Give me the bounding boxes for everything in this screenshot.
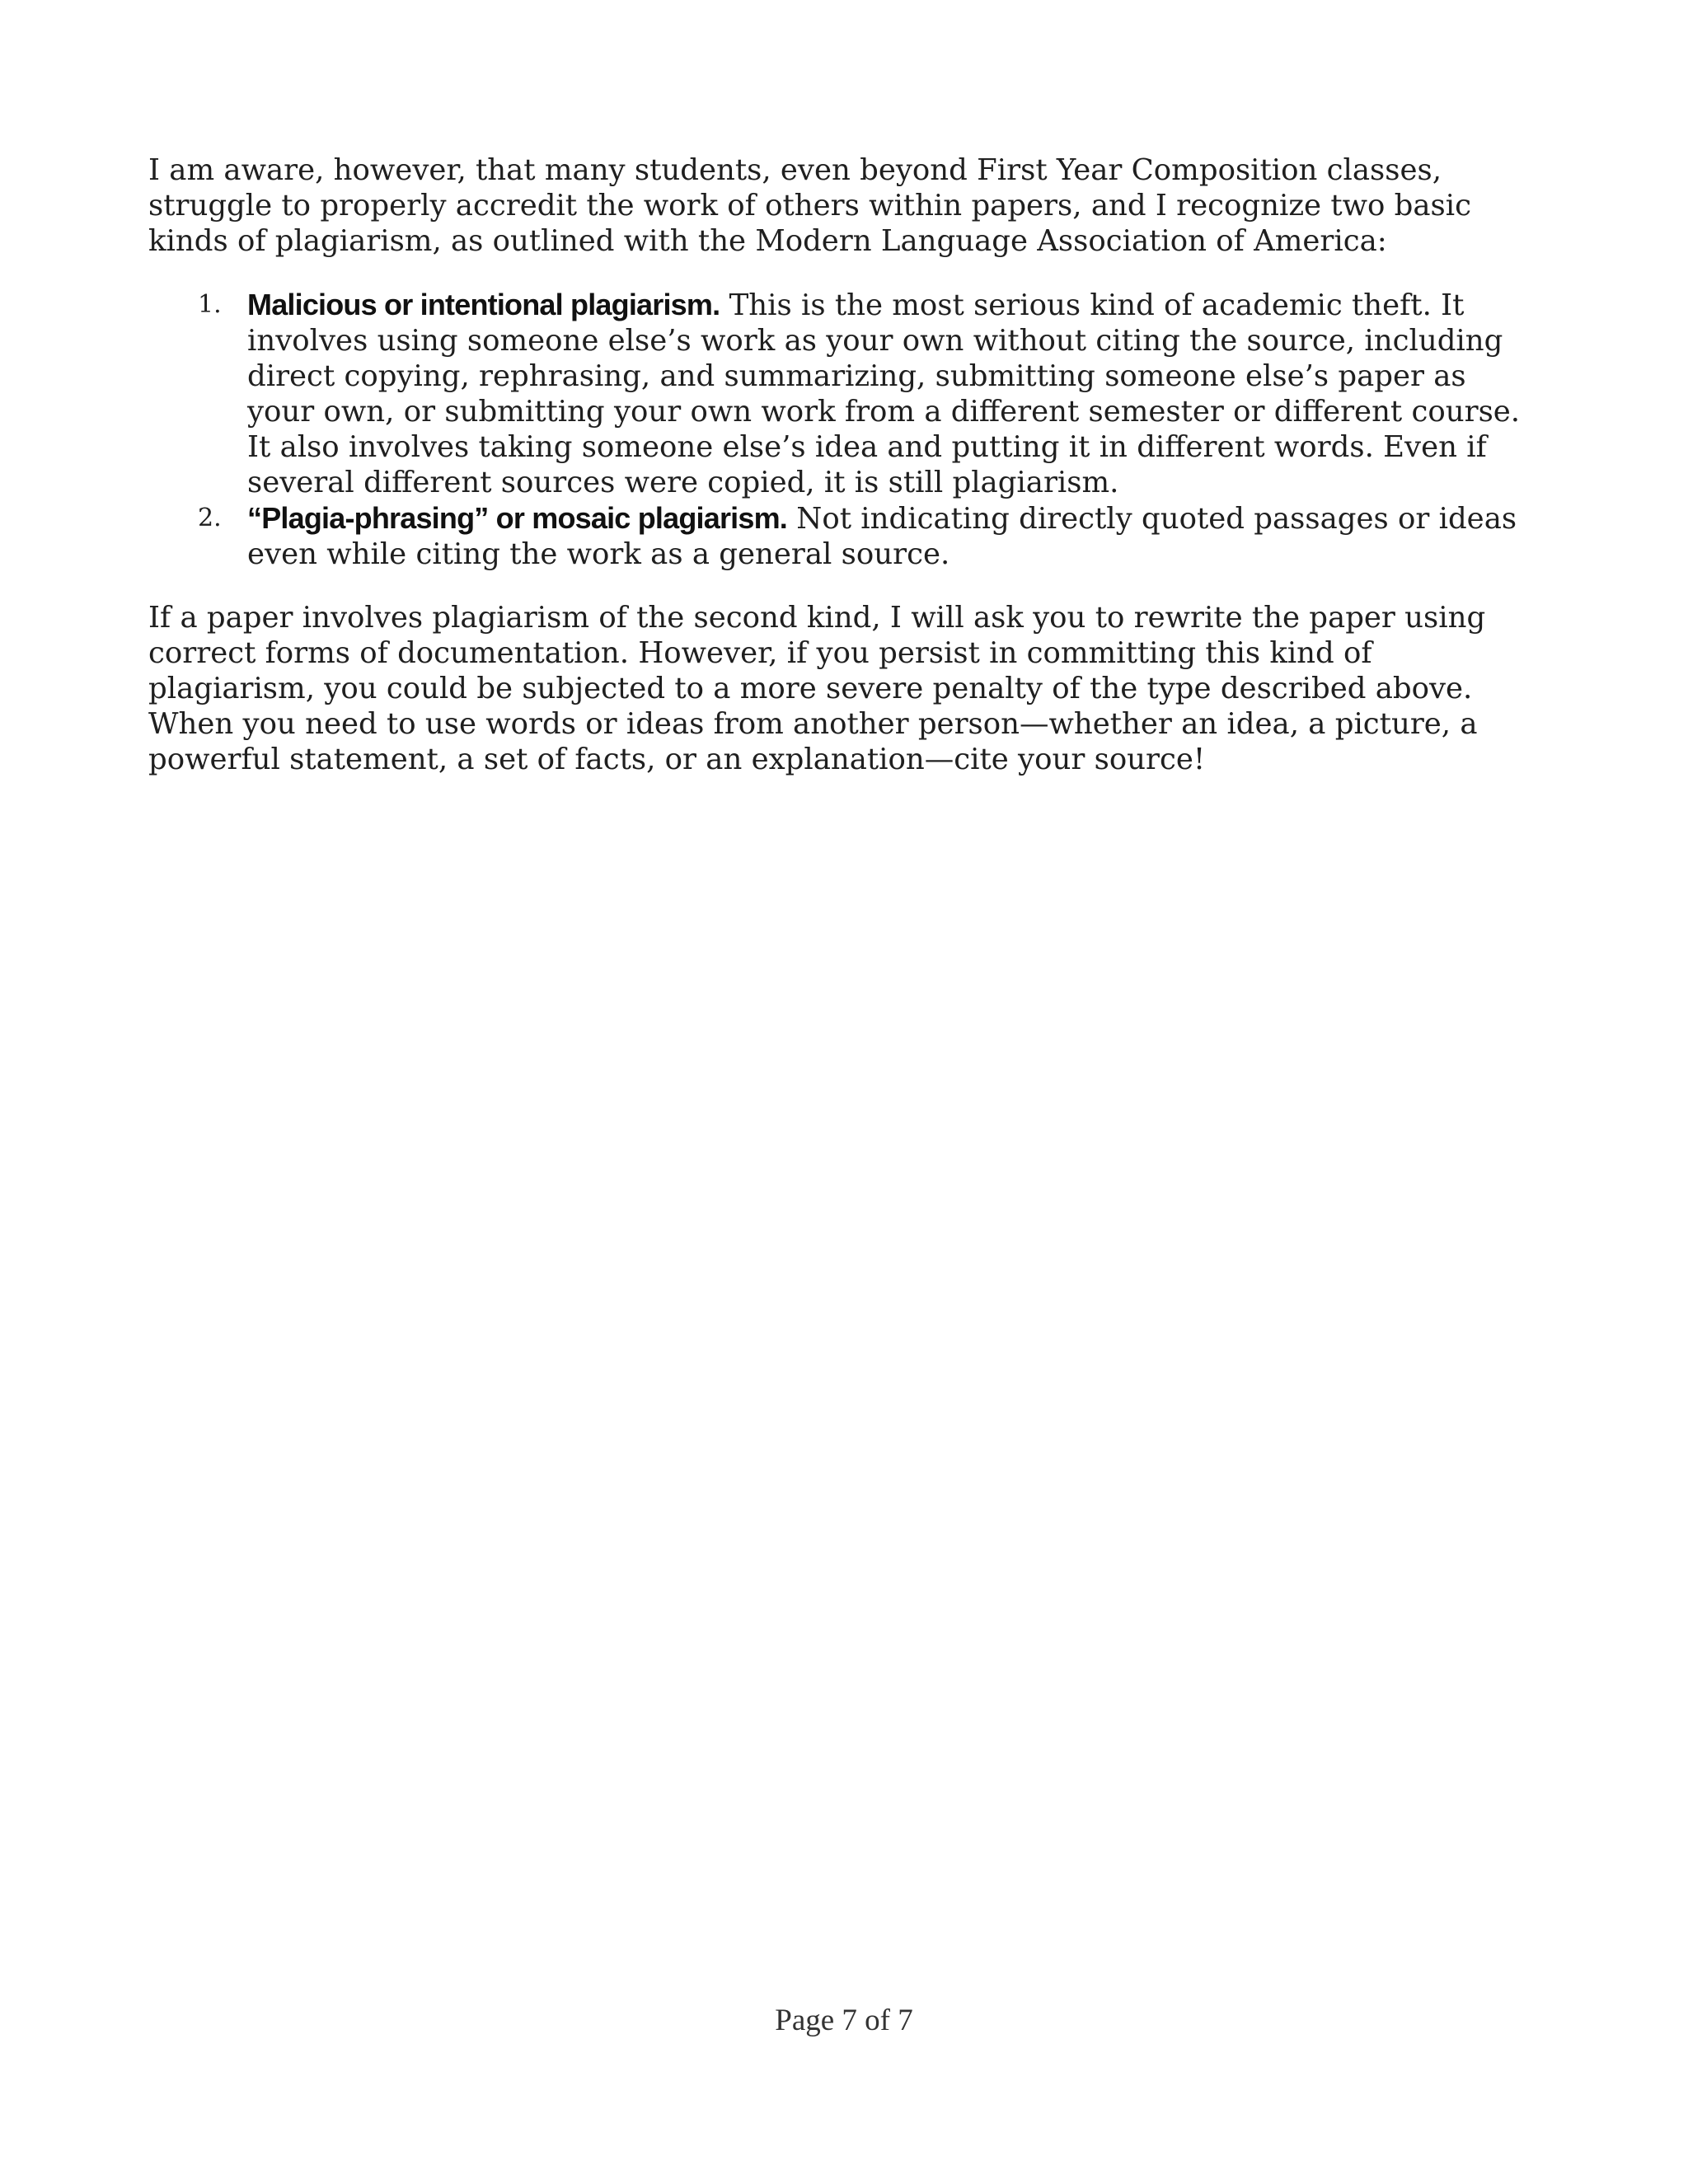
page-body — [148, 152, 1533, 777]
list-item — [148, 500, 1533, 572]
list-item-text: This is the most serious kind of academic theft. It involves using someone else’s work as your own without citing the source, including direct copying, rephrasing, and summarizing, submitting someone else’s paper as your own, or submitting your own work from a different semester or different course. It also involves taking someone else’s idea and putting it in different words. Even if several different sources were copied, it is still plagiarism. — [247, 288, 1521, 499]
closing-paragraph: If a paper involves plagiarism of the second kind, I will ask you to rewrite the paper using correct forms of documentation. However, if you persist in committing this kind of plagiarism, you could be subjected to a more severe penalty of the type described above. When you need to use words or ideas from another person—whether an idea, a picture, a powerful statement, a set of facts, or an explanation—cite your source! — [148, 601, 1486, 776]
list-item-term: “Plagia-phrasing” or mosaic plagiarism. — [247, 501, 787, 535]
list-item-number: 1. — [198, 290, 222, 319]
plagiarism-types-list — [148, 287, 1533, 572]
page-number: Page 7 of 7 — [775, 2004, 913, 2037]
list-item-number: 2. — [198, 504, 222, 532]
intro-paragraph: I am aware, however, that many students, even beyond First Year Composition classes, struggle to properly accredit the work of others within papers, and I recognize two basic kinds of plagiarism, as outlined with the Modern Language Association of America: — [148, 153, 1471, 258]
list-item-text: Not indicating directly quoted passages or ideas even while citing the work as a general source. — [247, 502, 1517, 571]
list-item-term: Malicious or intentional plagiarism. — [247, 288, 720, 321]
list-item — [148, 287, 1533, 500]
